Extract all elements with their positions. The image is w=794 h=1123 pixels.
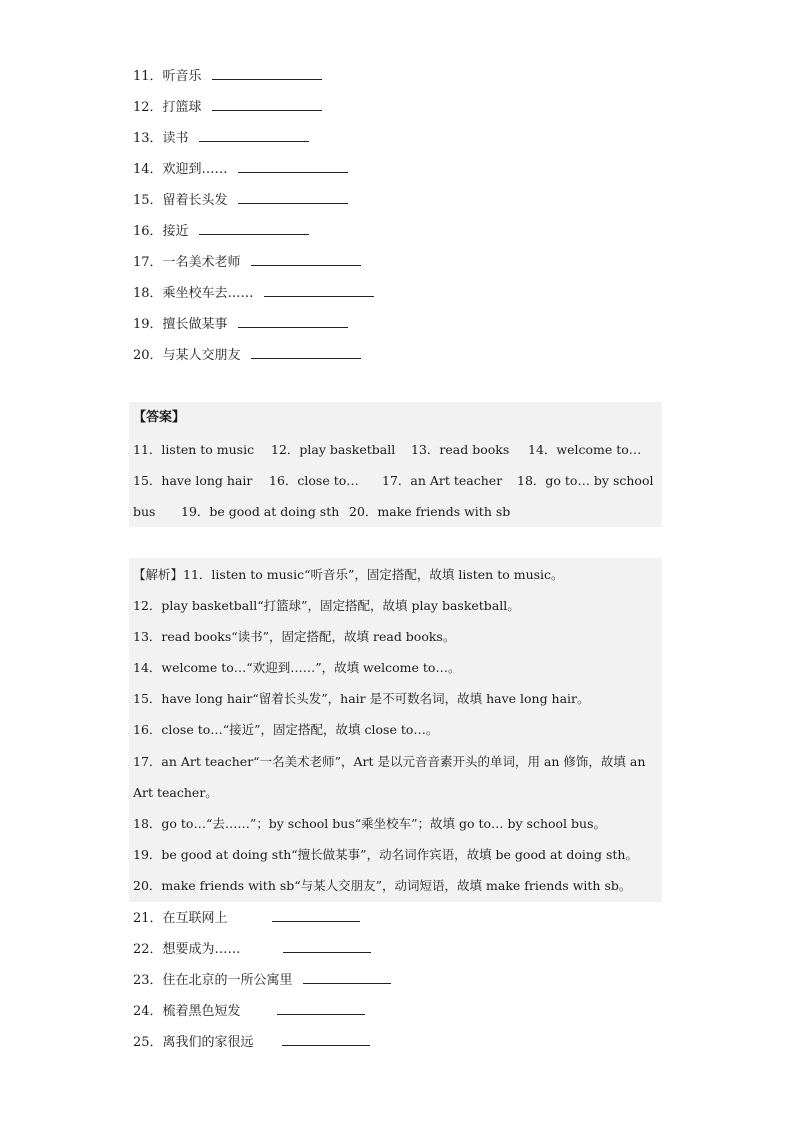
answer-item: 14．welcome to… xyxy=(528,442,642,457)
answer-item: 16．close to… xyxy=(269,473,359,488)
answer-blank[interactable] xyxy=(282,1033,370,1046)
question-item xyxy=(133,971,391,990)
question-number: 24． xyxy=(133,1004,163,1019)
question-number: 16． xyxy=(133,224,163,239)
question-text: 读书 xyxy=(162,131,189,146)
explanation-line: 18．go to…“去……”；by school bus“乘坐校车”；故填 go to… by school bus。 xyxy=(133,816,606,831)
question-text: 擅长做某事 xyxy=(162,317,228,332)
explanation-line: 16．close to…“接近”，固定搭配，故填 close to…。 xyxy=(133,722,439,737)
question-item xyxy=(133,129,309,148)
question-item xyxy=(133,1033,370,1052)
answer-blank[interactable] xyxy=(264,284,374,297)
question-item xyxy=(133,940,371,959)
answer-blank[interactable] xyxy=(251,346,361,359)
question-number: 21． xyxy=(133,911,163,926)
question-text: 留着长头发 xyxy=(162,193,228,208)
answer-blank[interactable] xyxy=(303,971,391,984)
question-number: 11． xyxy=(133,69,163,84)
question-number: 20． xyxy=(133,348,163,363)
question-number: 15． xyxy=(133,193,163,208)
question-item xyxy=(133,315,348,334)
question-number: 25． xyxy=(133,1035,163,1050)
answer-blank[interactable] xyxy=(251,253,361,266)
question-item xyxy=(133,67,322,86)
question-item xyxy=(133,160,348,179)
explanation-line: 15．have long hair“留着长头发”，hair 是不可数名词，故填 have long hair。 xyxy=(133,691,590,706)
question-text: 与某人交朋友 xyxy=(162,348,241,363)
answer-heading: 【答案】 xyxy=(133,410,186,425)
explanation-line: 17．an Art teacher“一名美术老师”，Art 是以元音音素开头的单词，用 an 修饰，故填 an xyxy=(133,754,646,769)
answer-item: 18．go to… by school xyxy=(517,473,654,488)
question-number: 17． xyxy=(133,255,163,270)
answer-blank[interactable] xyxy=(199,222,309,235)
answer-blank[interactable] xyxy=(212,98,322,111)
question-text: 一名美术老师 xyxy=(162,255,241,270)
question-number: 14． xyxy=(133,162,163,177)
answer-blank[interactable] xyxy=(199,129,309,142)
answer-blank[interactable] xyxy=(238,315,348,328)
answer-item: 12．play basketball xyxy=(271,442,396,457)
answer-item: 19．be good at doing sth xyxy=(181,504,340,519)
answer-item: 20．make friends with sb xyxy=(349,504,511,519)
answer-item: 11．listen to music xyxy=(133,442,255,457)
answer-blank[interactable] xyxy=(272,909,360,922)
answer-item: 15．have long hair xyxy=(133,473,253,488)
answer-blank[interactable] xyxy=(212,67,322,80)
explanation-line: Art teacher。 xyxy=(133,785,218,800)
question-item xyxy=(133,253,361,272)
question-text: 住在北京的一所公寓里 xyxy=(162,973,293,988)
answer-blank[interactable] xyxy=(238,160,348,173)
question-item xyxy=(133,98,322,117)
question-text: 想要成为…… xyxy=(162,942,241,957)
answer-item: 13．read books xyxy=(411,442,510,457)
explanation-line: 13．read books“读书”，固定搭配，故填 read books。 xyxy=(133,629,456,644)
question-text: 梳着黑色短发 xyxy=(162,1004,241,1019)
question-text: 打篮球 xyxy=(162,100,202,115)
explanation-line: 20．make friends with sb“与某人交朋友”，动词短语，故填 make friends with sb。 xyxy=(133,878,632,893)
question-number: 23． xyxy=(133,973,163,988)
question-number: 22． xyxy=(133,942,163,957)
question-item xyxy=(133,191,348,210)
question-text: 在互联网上 xyxy=(162,911,228,926)
question-number: 12． xyxy=(133,100,163,115)
answer-blank[interactable] xyxy=(277,1002,365,1015)
explanation-line: 14．welcome to…“欢迎到……”，故填 welcome to…。 xyxy=(133,660,461,675)
question-text: 乘坐校车去…… xyxy=(162,286,254,301)
answer-item: bus xyxy=(133,504,156,519)
answer-item: 17．an Art teacher xyxy=(382,473,503,488)
question-text: 离我们的家很远 xyxy=(162,1035,254,1050)
question-item xyxy=(133,1002,365,1021)
question-item xyxy=(133,284,374,303)
explanation-line: 19．be good at doing sth“擅长做某事”，动名词作宾语，故填 be good at doing sth。 xyxy=(133,847,638,862)
question-item xyxy=(133,222,309,241)
answer-blank[interactable] xyxy=(283,940,371,953)
question-item xyxy=(133,909,360,928)
question-text: 欢迎到…… xyxy=(162,162,228,177)
explanation-line: 12．play basketball“打篮球”，固定搭配，故填 play basketball。 xyxy=(133,598,520,613)
question-item xyxy=(133,346,361,365)
question-number: 18． xyxy=(133,286,163,301)
explanation-line: 【解析】11．listen to music“听音乐”，固定搭配，故填 listen to music。 xyxy=(133,567,564,582)
question-number: 19． xyxy=(133,317,163,332)
answer-blank[interactable] xyxy=(238,191,348,204)
question-text: 接近 xyxy=(162,224,189,239)
question-number: 13． xyxy=(133,131,163,146)
question-text: 听音乐 xyxy=(162,69,202,84)
